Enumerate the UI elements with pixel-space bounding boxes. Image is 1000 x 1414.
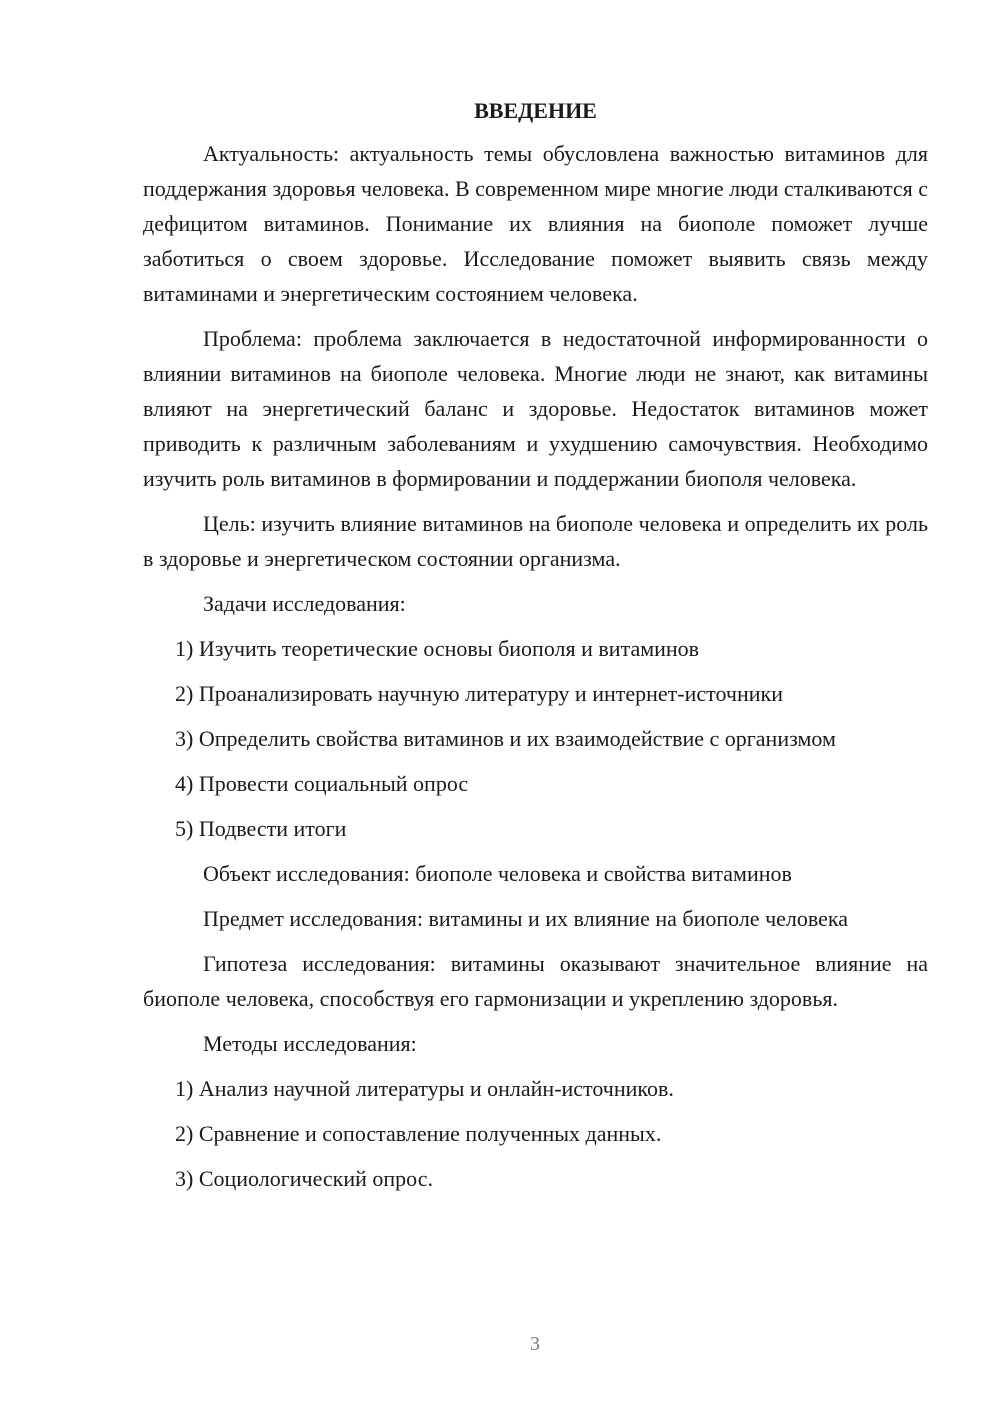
task-item: 3) Определить свойства витаминов и их взаимодействие с организмом (175, 726, 836, 751)
task-item: 2) Проанализировать научную литературу и интернет-источники (175, 681, 783, 706)
section-title: ВВЕДЕНИЕ (474, 98, 597, 123)
task-item: 1) Изучить теоретические основы биополя и витаминов (175, 636, 700, 661)
task-item: 4) Провести социальный опрос (175, 771, 469, 796)
page-number: 3 (530, 1333, 540, 1355)
goal-paragraph: Цель: изучить влияние витаминов на биополе человека и определить их роль в здоровье и энергетическом состоянии организма. (143, 511, 928, 571)
method-item: 2) Сравнение и сопоставление полученных данных. (175, 1121, 662, 1146)
tasks-heading: Задачи исследования: (203, 591, 406, 616)
hypothesis-paragraph: Гипотеза исследования: витамины оказывают значительное влияние на биополе человека, способствуя его гармонизации и укреплению здоровья. (143, 951, 928, 1011)
problem-paragraph: Проблема: проблема заключается в недостаточной информированности о влиянии витаминов на биополе человека. Многие люди не знают, как витамины влияют на энергетический баланс и здоровье. Недостаток витаминов может приводить к различным заболеваниям и ухудшению самочувствия. Необходимо изучить роль витаминов в формировании и поддержании биополя человека. (143, 326, 928, 491)
task-item: 5) Подвести итоги (175, 816, 347, 841)
methods-heading: Методы исследования: (203, 1031, 417, 1056)
relevance-paragraph: Актуальность: актуальность темы обусловлена важностью витаминов для поддержания здоровья человека. В современном мире многие люди сталкиваются с дефицитом витаминов. Понимание их влияния на биополе поможет лучше заботиться о своем здоровье. Исследование поможет выявить связь между витаминами и энергетическим состоянием человека. (143, 141, 928, 306)
page-content (143, 96, 928, 1206)
research-object: Объект исследования: биополе человека и свойства витаминов (203, 861, 792, 886)
method-item: 3) Социологический опрос. (175, 1166, 433, 1191)
method-item: 1) Анализ научной литературы и онлайн-источников. (175, 1076, 674, 1101)
research-subject: Предмет исследования: витамины и их влияние на биополе человека (203, 906, 849, 931)
